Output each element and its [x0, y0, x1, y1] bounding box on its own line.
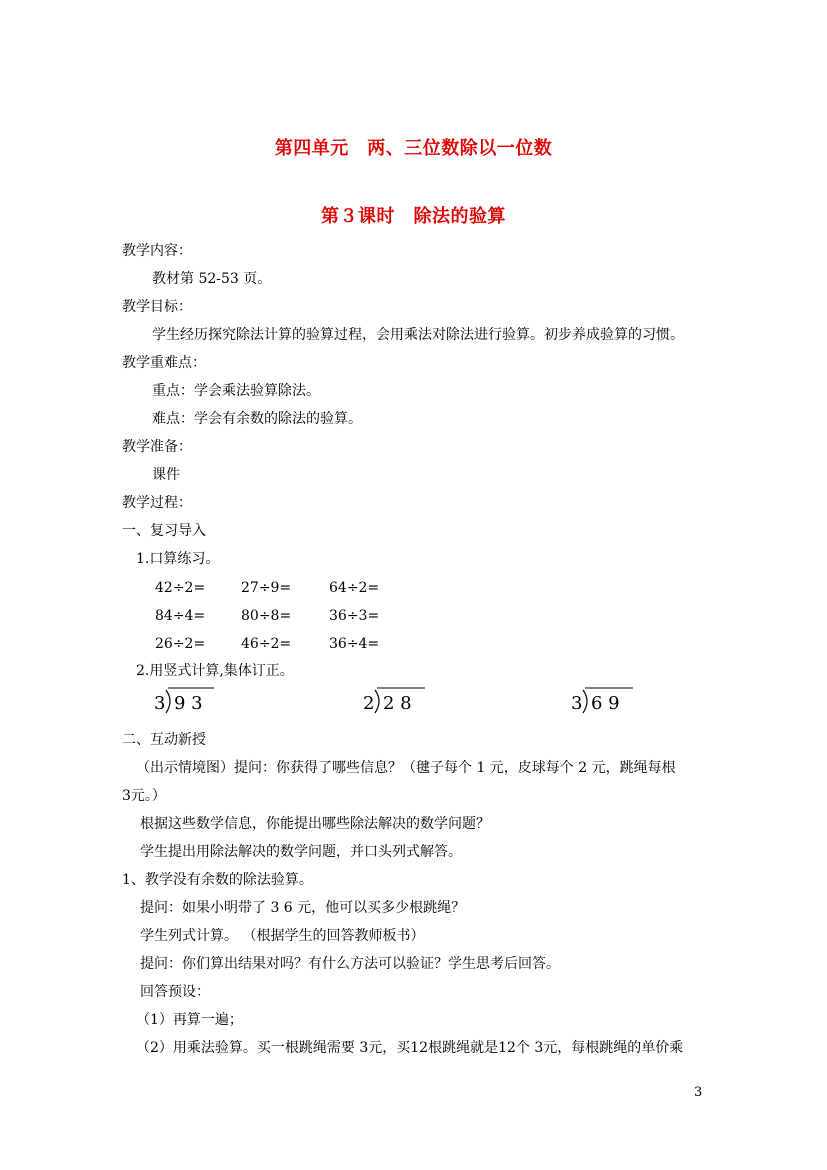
oral-item: 26÷2=: [155, 636, 206, 652]
oral-item: 84÷4=: [155, 608, 206, 624]
item-no-remainder: 1、教学没有余数的除法验算。: [122, 872, 313, 888]
divisor: 3: [571, 693, 583, 714]
paragraph: 回答预设：: [140, 984, 210, 1000]
label-goal: 教学目标：: [122, 299, 192, 315]
paragraph: 提问：你们算出结果对吗？有什么方法可以验证？学生思考后回答。: [140, 956, 560, 972]
divisor: 2: [363, 693, 375, 714]
dividend: 9 3: [174, 693, 203, 714]
section-new: 二、互动新授: [122, 732, 206, 748]
lesson-title: 第３课时 除法的验算: [321, 206, 506, 227]
long-division-bracket-icon: [152, 686, 222, 716]
paragraph: 根据这些数学信息，你能提出哪些除法解决的数学问题？: [140, 816, 490, 832]
oral-item: 42÷2=: [155, 580, 206, 596]
oral-item: 36÷4=: [329, 636, 380, 652]
answer-item: （1）再算一遍；: [136, 1012, 243, 1028]
goal-text: 学生经历探究除法计算的验算过程，会用乘法对除法进行验算。初步养成验算的习惯。: [152, 327, 684, 343]
oral-item: 80÷8=: [241, 608, 292, 624]
page-number: 3: [694, 1085, 703, 1100]
paragraph: 学生列式计算。 （根据学生的回答教师板书）: [140, 928, 425, 944]
long-division: [361, 686, 431, 716]
label-key: 教学重难点：: [122, 355, 206, 371]
unit-title: 第四单元 两、三位数除以一位数: [274, 138, 553, 159]
long-division: [152, 686, 222, 716]
answer-item: （2）用乘法验算。买一根跳绳需要 3元，买12根跳绳就是12个 3元，每根跳绳的单价乘: [136, 1040, 684, 1056]
item-oral: 1.口算练习。: [136, 551, 220, 567]
long-division-bracket-icon: [569, 686, 639, 716]
long-division: [569, 686, 639, 716]
dividend: 2 8: [383, 693, 412, 714]
hard-point: 难点：学会有余数的除法的验算。: [152, 411, 362, 427]
oral-item: 46÷2=: [241, 636, 292, 652]
dividend: 6 9: [591, 693, 620, 714]
oral-item: 64÷2=: [329, 580, 380, 596]
oral-item: 27÷9=: [241, 580, 292, 596]
oral-item: 36÷3=: [329, 608, 380, 624]
long-division-bracket-icon: [361, 686, 431, 716]
paragraph: 3元。）: [122, 788, 166, 804]
content-text: 教材第 52-53 页。: [152, 271, 272, 287]
paragraph: （出示情境图）提问：你获得了哪些信息？（毽子每个 1 元，皮球每个 2 元，跳绳每根: [136, 760, 676, 776]
key-point: 重点：学会乘法验算除法。: [152, 383, 320, 399]
label-content: 教学内容：: [122, 243, 192, 259]
section-review: 一、复习导入: [122, 523, 206, 539]
divisor: 3: [154, 693, 166, 714]
label-prep: 教学准备：: [122, 439, 192, 455]
item-vertical: 2.用竖式计算,集体订正。: [136, 663, 294, 679]
prep-text: 课件: [152, 467, 180, 483]
label-process: 教学过程：: [122, 495, 192, 511]
paragraph: 学生提出用除法解决的数学问题，并口头列式解答。: [140, 844, 462, 860]
paragraph: 提问：如果小明带了 3 6 元，他可以买多少根跳绳？: [140, 900, 466, 916]
